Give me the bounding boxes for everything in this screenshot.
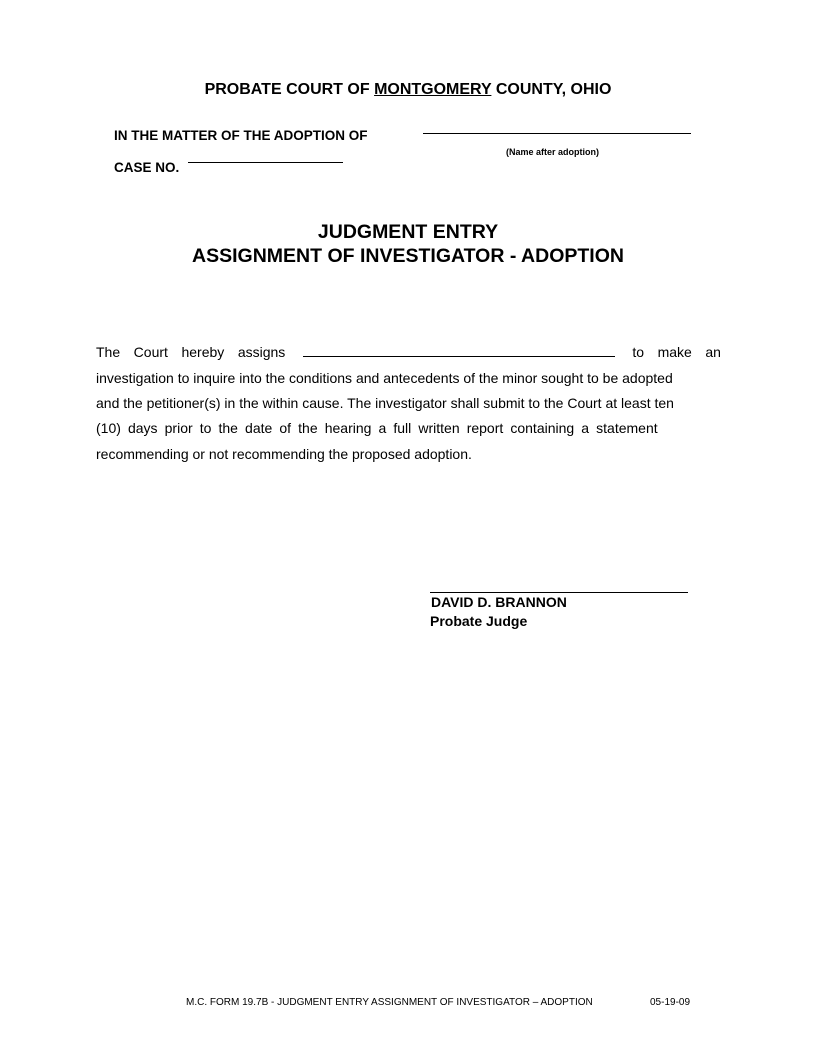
name-after-adoption-caption: (Name after adoption) — [506, 147, 600, 157]
body-line-1 — [96, 344, 721, 360]
judge-name: DAVID D. BRANNON — [431, 594, 567, 610]
document-title: JUDGMENT ENTRY — [317, 221, 499, 243]
form-footer: M.C. FORM 19.7B - JUDGMENT ENTRY ASSIGNMENT OF INVESTIGATOR – ADOPTION — [186, 997, 593, 1008]
adoption-matter-label: IN THE MATTER OF THE ADOPTION OF — [114, 128, 368, 143]
body-word: Court — [133, 344, 168, 360]
case-number-field[interactable] — [188, 162, 343, 163]
form-revision-date: 05-19-09 — [650, 997, 691, 1008]
court-suffix: COUNTY, OHIO — [495, 81, 612, 98]
body-line-5: recommending or not recommending the proposed adoption. — [96, 446, 472, 462]
body-line-2: investigation to inquire into the conditions and antecedents of the minor sought to be adopted — [96, 370, 673, 386]
adoptee-name-field[interactable] — [423, 133, 691, 134]
judge-title: Probate Judge — [430, 613, 528, 629]
investigator-name-field[interactable] — [303, 344, 615, 357]
document-subtitle: ASSIGNMENT OF INVESTIGATOR - ADOPTION — [192, 245, 624, 267]
body-word: to — [632, 344, 645, 360]
body-line-3: and the petitioner(s) in the within cause. The investigator shall submit to the Court at least ten — [96, 395, 674, 411]
body-word: The — [96, 344, 121, 360]
judge-signature-line[interactable] — [430, 592, 688, 593]
body-word: an — [705, 344, 721, 360]
county-name: MONTGOMERY — [374, 81, 492, 98]
body-word: hereby — [181, 344, 225, 360]
body-word: make — [657, 344, 692, 360]
case-number-label: CASE NO. — [114, 160, 180, 175]
body-word: assigns — [237, 344, 286, 360]
body-line-4: (10) days prior to the date of the hearing a full written report containing a statement — [96, 420, 658, 436]
court-title — [0, 81, 816, 99]
court-prefix: PROBATE COURT OF — [204, 81, 370, 98]
